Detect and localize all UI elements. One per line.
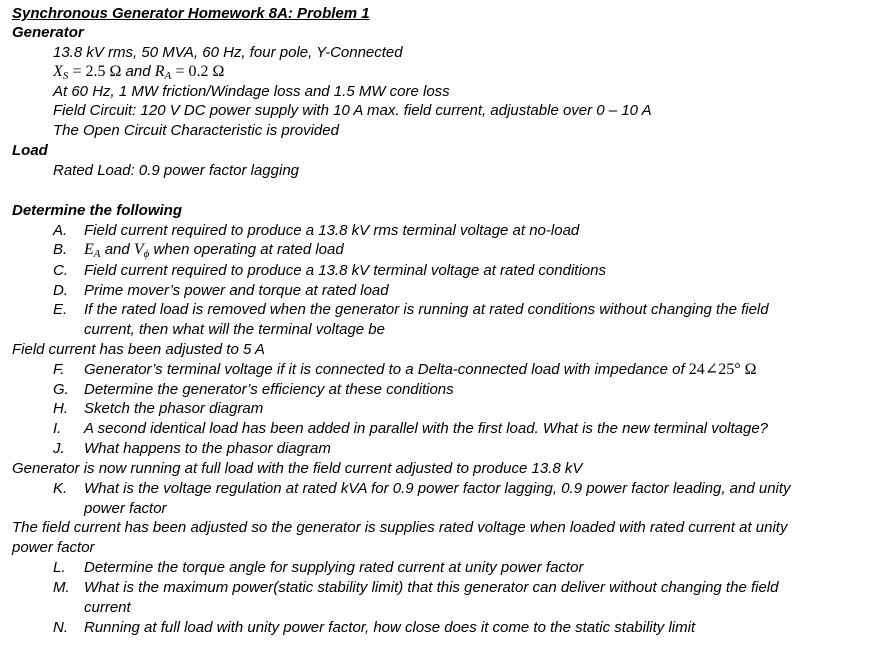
item-text: Running at full load with unity power factor, how close does it come to the static stability limit bbox=[84, 619, 696, 636]
and-word: and bbox=[104, 241, 130, 258]
item-letter: M. bbox=[53, 579, 70, 596]
item-text: Prime mover’s power and torque at rated load bbox=[84, 282, 389, 299]
item-text: A second identical load has been added in parallel with the first load. What is the new terminal voltage? bbox=[84, 420, 769, 437]
item-text: Field current required to produce a 13.8 kV rms terminal voltage at no-load bbox=[84, 222, 580, 239]
list-item bbox=[53, 261, 853, 280]
item-text-continued: current bbox=[84, 599, 131, 616]
list-item bbox=[53, 221, 853, 240]
list-item bbox=[53, 558, 853, 577]
generator-impedances bbox=[53, 62, 224, 81]
ra-value: = 0.2 Ω bbox=[175, 63, 225, 80]
and-word: and bbox=[125, 63, 151, 80]
item-text: Determine the generator’s efficiency at these conditions bbox=[84, 381, 454, 398]
rated-load: Rated Load: 0.9 power factor lagging bbox=[53, 162, 299, 179]
list-item bbox=[53, 240, 853, 259]
item-letter: J. bbox=[53, 440, 65, 457]
item-letter: N. bbox=[53, 619, 68, 636]
list-item bbox=[53, 300, 853, 338]
item-letter: K. bbox=[53, 480, 68, 497]
list-item bbox=[53, 578, 873, 616]
item-text: What is the maximum power(static stability limit) that this generator can deliver without changing the field bbox=[84, 579, 779, 596]
unity-heading-line1: The field current has been adjusted so the generator is supplies rated voltage when loaded with rated current at unity bbox=[12, 519, 788, 536]
item-text: If the rated load is removed when the generator is running at rated conditions without changing the field bbox=[84, 301, 769, 318]
unity-heading-line2: power factor bbox=[12, 539, 95, 556]
item-letter: I. bbox=[53, 420, 62, 437]
item-b-text: when operating at rated load bbox=[153, 241, 344, 258]
item-letter: C. bbox=[53, 262, 68, 279]
item-text: Sketch the phasor diagram bbox=[84, 400, 264, 417]
v-phi-subscript: ϕ bbox=[143, 248, 150, 260]
list-item bbox=[53, 380, 853, 399]
item-letter: D. bbox=[53, 282, 68, 299]
item-text: What happens to the phasor diagram bbox=[84, 440, 331, 457]
list-item bbox=[53, 419, 873, 438]
item-letter: L. bbox=[53, 559, 66, 576]
field-5a-heading: Field current has been adjusted to 5 A bbox=[12, 341, 265, 358]
load-heading: Load bbox=[12, 142, 48, 159]
item-letter: E. bbox=[53, 301, 68, 318]
item-letter: F. bbox=[53, 361, 65, 378]
xs-symbol: X bbox=[53, 63, 63, 80]
ea-symbol: E bbox=[84, 241, 94, 258]
determine-heading: Determine the following bbox=[12, 202, 183, 219]
generator-losses: At 60 Hz, 1 MW friction/Windage loss and 1.5 MW core loss bbox=[53, 83, 450, 100]
occ-note: The Open Circuit Characteristic is provided bbox=[53, 122, 339, 139]
list-item bbox=[53, 618, 853, 637]
item-text: Field current required to produce a 13.8 kV terminal voltage at rated conditions bbox=[84, 262, 606, 279]
xs-value: = 2.5 Ω bbox=[72, 63, 122, 80]
item-letter: A. bbox=[53, 222, 68, 239]
list-item bbox=[53, 439, 853, 458]
item-letter: H. bbox=[53, 400, 68, 417]
generator-heading: Generator bbox=[12, 24, 84, 41]
list-item bbox=[53, 479, 873, 517]
page-title: Synchronous Generator Homework 8A: Problem 1 bbox=[12, 5, 370, 22]
v-phi-symbol: V bbox=[133, 241, 144, 258]
item-text bbox=[84, 360, 757, 379]
item-f-text: Generator’s terminal voltage if it is connected to a Delta-connected load with impedance of bbox=[84, 361, 685, 378]
list-item bbox=[53, 281, 853, 300]
full-load-heading: Generator is now running at full load with the field current adjusted to produce 13.8 kV bbox=[12, 460, 583, 477]
list-item bbox=[53, 360, 853, 379]
ra-subscript: A bbox=[164, 70, 172, 82]
generator-rating: 13.8 kV rms, 50 MVA, 60 Hz, four pole, Y-Connected bbox=[53, 44, 403, 61]
item-text-continued: power factor bbox=[84, 500, 167, 517]
item-letter: G. bbox=[53, 381, 69, 398]
list-item bbox=[53, 399, 853, 418]
ra-symbol: R bbox=[154, 63, 165, 80]
item-text-continued: current, then what will the terminal voltage be bbox=[84, 321, 385, 338]
impedance-value: 24∠25° Ω bbox=[688, 361, 757, 378]
item-letter: B. bbox=[53, 241, 68, 258]
ea-subscript: A bbox=[93, 248, 101, 260]
item-text: Determine the torque angle for supplying rated current at unity power factor bbox=[84, 559, 584, 576]
item-text: What is the voltage regulation at rated kVA for 0.9 power factor lagging, 0.9 power factor leading, and unity bbox=[84, 480, 791, 497]
xs-subscript: S bbox=[62, 70, 69, 82]
field-circuit: Field Circuit: 120 V DC power supply with 10 A max. field current, adjustable over 0 – 10 A bbox=[53, 102, 652, 119]
